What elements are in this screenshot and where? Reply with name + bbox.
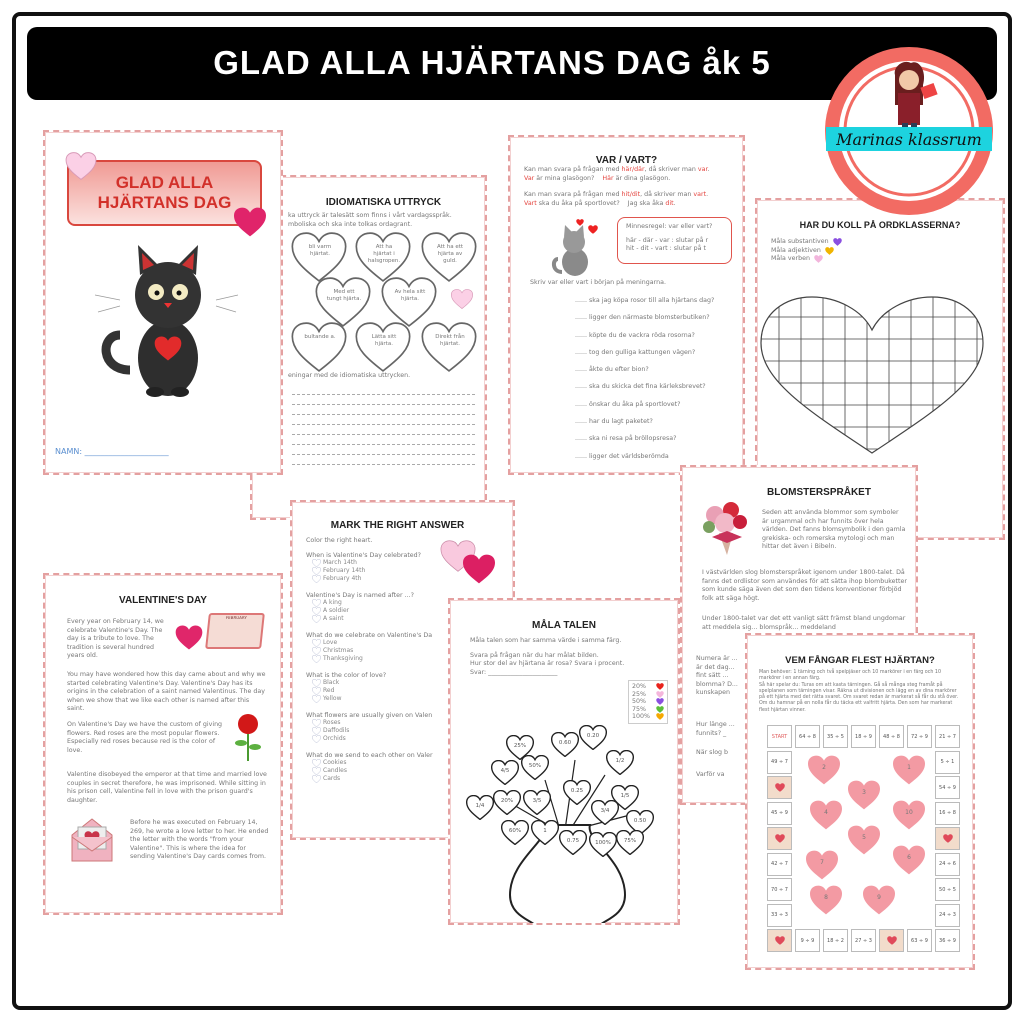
teddy-bear-cell [767, 776, 792, 799]
text-fragment: var [697, 166, 708, 173]
idiom-heart-text: Av hela sitt hjärta. [394, 289, 426, 302]
heart-value: 3/4 [600, 808, 610, 814]
sentence-list [575, 297, 714, 470]
sentence-item [575, 366, 714, 375]
heart-number: 6 [907, 854, 911, 861]
answer-blank[interactable]: ...... [575, 366, 590, 374]
board-cell: 64 ÷ 8 [795, 725, 820, 748]
legend-heart-icon [656, 691, 664, 698]
mark-intro: Color the right heart. [306, 537, 373, 544]
board-cell: 54 ÷ 9 [935, 776, 960, 799]
heart-value: 75% [623, 838, 637, 844]
board-cell: 72 ÷ 9 [907, 725, 932, 748]
writing-line[interactable] [292, 435, 475, 445]
number-heart[interactable] [617, 831, 644, 855]
board-cell: 16 ÷ 8 [935, 802, 960, 825]
text-fragment: Kan man svara på frågan med [524, 191, 622, 199]
idiom-heart [314, 277, 372, 327]
heart-checkbox-icon [312, 599, 321, 607]
magenta-heart-icon [233, 207, 267, 237]
idiom-heart-text: bultande a. [304, 334, 336, 340]
answer-blank[interactable]: ...... [575, 331, 590, 339]
color-legend [628, 680, 668, 724]
heart-checkbox-icon [312, 775, 321, 783]
heart-number: 1 [907, 764, 911, 771]
idiom-heart [420, 232, 478, 282]
page-var-vart [508, 135, 745, 475]
option-label: Love [323, 638, 338, 646]
writing-line[interactable] [292, 395, 475, 405]
option-label: Cookies [323, 758, 347, 766]
writing-line[interactable] [292, 405, 475, 415]
game-board [767, 725, 963, 955]
rule-title: Minnesregel: var eller vart? [626, 223, 713, 230]
legend-label: 25% [632, 690, 646, 698]
heart-checkbox-icon [312, 639, 321, 647]
option-label: Yellow [323, 694, 342, 702]
valentine-p1: Every year on February 14, we celebrate Valentine's Day. The day is a tribute to love. The tradition is several hundred years old. [67, 618, 164, 660]
writing-line[interactable] [292, 385, 475, 395]
blomster-title: BLOMSTERSPRÅKET [767, 487, 871, 498]
pink-heart-icon [450, 289, 474, 309]
heart-checkbox-icon [312, 759, 321, 767]
number-heart[interactable] [580, 726, 607, 750]
text-fragment: Kan man svara på frågan med [524, 166, 622, 173]
page-mala-talen [448, 598, 680, 925]
number-heart[interactable] [524, 791, 551, 815]
blomster-p2: I västvärlden slog blomsterspråket igenom under 1800-talet. Då fanns det ordlistor som användes för att sätta ihop blombuketter som kunde säga även det som den tidens konventioner förbjöd folk att säga högt. [702, 569, 907, 602]
varvart-title: VAR / VART? [595, 155, 658, 166]
idiom-intro: ka uttryck är talesätt som finns i vårt vardagsspråk. [288, 212, 452, 219]
valentine-p5: Before he was executed on February 14, 269, he wrote a love letter to her. He ended the letter with the words "from your Valentine". This is where the idea for sending Valentine's Day cards comes from. [130, 819, 269, 861]
board-heart[interactable] [809, 800, 843, 830]
teddy-bear-cell [767, 929, 792, 952]
teddy-bear-heart-icon [775, 834, 785, 843]
game-rules-play: Så här spelar du: Turas om att kasta tärningen. Gå så många steg framåt på spelplanen som tärningen visar. Räkna ut divisionen och lägg en av dina markörer på ett hjärta med det rätta svaret. Om svaret redan är markerat så får du stå över. Om du hamnar på en nolla får du täcka ett valfritt hjärta. Den som har markerat flest hjärtan vinner. [759, 682, 959, 713]
heart-number: 3 [862, 789, 866, 796]
board-cell: 36 ÷ 9 [935, 929, 960, 952]
board-heart[interactable] [847, 825, 881, 855]
sentence-text: ska du skicka det fina kärleksbrevet? [589, 383, 706, 391]
logo-text: Marinas klassrum [836, 130, 982, 149]
option-label: A saint [323, 614, 344, 622]
love-letter-icon [70, 815, 115, 865]
heart-number: 7 [820, 859, 824, 866]
question-text: What do we send to each other on Valer [306, 751, 433, 759]
board-cell: 18 ÷ 9 [851, 725, 876, 748]
text-fragment: Här [602, 174, 614, 182]
answer-blank[interactable]: ...... [575, 314, 590, 322]
blomster-p1: Seden att använda blommor som symboler är urgammal och har funnits över hela världen. Det fanns blomsymbolik i den gamla grekiska- och romerska mytologi och man hittar det även i Bibeln. [762, 509, 906, 551]
idiom-heart [290, 322, 348, 372]
idiom-heart [380, 277, 438, 327]
game-rules-need: Man behöver: 1 tärning och två spelpjäser och 10 markörer i en färg och 10 markörer i en annan färg. [759, 670, 942, 682]
option-label: Red [323, 686, 335, 694]
board-cell: 27 ÷ 3 [851, 929, 876, 952]
ordklass-label: Måla adjektiven [771, 246, 821, 254]
calendar-month: FEBRUARY [225, 615, 248, 620]
board-cell: 5 ÷ 1 [935, 751, 960, 774]
sentence-text: har du lagt paketet? [589, 417, 653, 425]
valentine-p3: On Valentine's Day we have the custom of giving flowers. Red roses are the most popular flowers. Especially red roses because red is the color of love. [67, 721, 223, 754]
number-heart[interactable] [552, 733, 579, 757]
heart-value: 100% [595, 840, 611, 846]
sentence-item [575, 435, 714, 444]
ordklass-item [771, 247, 1003, 256]
heart-value: 1/4 [475, 803, 485, 809]
board-heart[interactable] [809, 885, 843, 915]
legend-heart-icon [656, 706, 664, 713]
blomster-q1: Hur länge ... funnits? _ [696, 721, 735, 737]
option-label: Orchids [323, 734, 346, 742]
rule-line: hit - dit - vart : slutar på t [626, 245, 707, 253]
board-cell: 24 ÷ 6 [935, 853, 960, 876]
sentence-item [575, 349, 714, 358]
question-text: What is the color of love? [306, 671, 387, 679]
mala-question-1: Svara på frågan när du har målat bilden. [470, 651, 599, 659]
board-cell: 50 ÷ 5 [935, 878, 960, 901]
text-fragment: är dina glasögon. [613, 174, 671, 182]
varvart-explanation [524, 166, 733, 208]
text-fragment: Var [524, 174, 535, 182]
number-heart[interactable] [492, 761, 519, 785]
board-cell: 35 ÷ 5 [823, 725, 848, 748]
legend-label: 100% [632, 713, 651, 720]
option-label: Christmas [323, 646, 354, 654]
sentence-text: ligger den närmaste blomsterbutiken? [589, 314, 710, 322]
text-fragment: Kan man svara på frågan med hit/dit, då skriver man vart. [524, 191, 709, 199]
pink-heart-icon [65, 152, 97, 180]
name-field[interactable] [55, 447, 169, 456]
text-fragment: dit [665, 199, 674, 207]
blomster-p4: Numera är ... är det dag... fint sätt ... blomma? D... kunskapen [696, 655, 738, 697]
idiom-heart-text: bli varm hjärtat. [308, 244, 332, 257]
number-heart[interactable] [522, 756, 549, 780]
board-cell: 33 ÷ 3 [767, 904, 792, 927]
heart-checkbox-icon [312, 559, 321, 567]
writing-line[interactable] [292, 425, 475, 435]
teddy-bear-heart-icon [775, 936, 785, 945]
writing-line[interactable] [292, 455, 475, 465]
board-cell: 63 ÷ 9 [907, 929, 932, 952]
page-idiomatiska [250, 175, 487, 520]
answer-blank[interactable]: ...... [575, 452, 590, 460]
number-heart[interactable] [607, 751, 634, 775]
sentence-item [575, 332, 714, 341]
vase-of-hearts [465, 720, 670, 925]
answer-blank[interactable]: ...... [575, 435, 590, 443]
text-fragment: ska du åka på sportlovet? [536, 199, 620, 207]
question-text: When is Valentine's Day celebrated? [306, 551, 422, 559]
legend-item [632, 691, 664, 699]
board-cell: 48 ÷ 8 [879, 725, 904, 748]
heart-icon [175, 625, 203, 650]
sentence-text: köpte du de vackra röda rosorna? [589, 331, 695, 339]
legend-item [632, 698, 664, 706]
option-label: Daffodils [323, 726, 350, 734]
heart-checkbox-icon [312, 575, 321, 583]
option-label: Thanksgiving [323, 654, 363, 662]
option-label: A soldier [323, 606, 350, 614]
gray-kitten-illustration [550, 217, 600, 277]
board-cell: 9 ÷ 9 [795, 929, 820, 952]
sentence-text: ska jag köpa rosor till alla hjärtans dag? [589, 297, 715, 304]
writing-line[interactable] [292, 445, 475, 455]
option-label: Candles [323, 766, 347, 774]
option-label: A king [323, 598, 342, 606]
heart-outline-icon [290, 322, 348, 372]
legend-heart-icon [656, 698, 664, 705]
heart-value: 50% [528, 763, 542, 769]
sentence-text: ska ni resa på bröllopsresa? [589, 435, 677, 443]
answer-blank[interactable]: ...... [575, 383, 590, 391]
answer-blank[interactable]: ...... [575, 348, 590, 356]
heart-checkbox-icon [312, 679, 321, 687]
writing-line[interactable] [292, 415, 475, 425]
ordklass-title: HAR DU KOLL PÅ ORDKLASSERNA? [799, 220, 961, 230]
heart-value: 1/5 [620, 793, 630, 799]
heart-value: 3/5 [532, 798, 542, 804]
ordklass-item [771, 255, 1003, 264]
idiom-heart-text: Att ha hjärtat i halsgropen. [367, 244, 401, 264]
text-fragment: är mina glasögon? [534, 174, 595, 182]
text-fragment [524, 175, 733, 184]
number-heart[interactable] [502, 821, 529, 845]
heart-value: 60% [508, 828, 522, 834]
sentence-item [575, 314, 714, 323]
cover-title-line2: HJÄRTANS DAG [97, 193, 232, 212]
page-vem-fangar-flest-hjartan [745, 633, 975, 970]
color-heart-icon [814, 255, 823, 263]
legend-item [632, 706, 664, 714]
idiom-intro-2: mboliska och ska inte tolkas ordagrant. [288, 220, 413, 228]
sentence-item [575, 383, 714, 392]
legend-label: 75% [632, 705, 646, 713]
board-cell: 18 ÷ 2 [823, 929, 848, 952]
board-cell: 49 ÷ 7 [767, 751, 792, 774]
idiom-heart-text: Att ha ett hjärta av guld. [436, 244, 464, 264]
text-fragment: Jag ska åka [627, 199, 666, 207]
idiom-heart [354, 322, 412, 372]
teddy-bear-cell [767, 827, 792, 850]
legend-label: 50% [632, 698, 646, 705]
board-heart[interactable] [847, 780, 881, 810]
valentine-p2: You may have wondered how this day came about and why we started celebrating Valentine's Day. Valentine's Day has its origins in the celebration of a saint named Valentinus. The day when we show that we like each other is named after this saint. [67, 671, 266, 713]
blomster-q3: Varför va [696, 771, 725, 778]
question-text: What do we celebrate on Valentine's Da [306, 631, 433, 639]
heart-checkbox-icon [312, 615, 321, 623]
sentence-item [575, 418, 714, 427]
text-fragment: Vart [524, 199, 537, 207]
heart-value: 1 [543, 828, 547, 834]
board-cell: 42 ÷ 7 [767, 853, 792, 876]
answer-blank[interactable]: ...... [575, 417, 590, 425]
heart-value: 0.25 [570, 788, 584, 794]
color-heart-icon [825, 247, 834, 255]
text-fragment: här/där [621, 166, 645, 173]
text-fragment: , då skriver man [644, 166, 698, 173]
mala-answer-line[interactable]: Svar: ______________________ [470, 668, 558, 676]
cover-title-line1: GLAD ALLA [115, 173, 214, 192]
question-text: What flowers are usually given on Valen [306, 711, 433, 719]
heart-value: 0.60 [558, 740, 572, 746]
idiom-heart-text: Direkt från hjärtat. [435, 334, 465, 347]
varvart-task: Skriv var eller vart i början på meningarna. [530, 279, 666, 286]
calendar-icon [205, 613, 265, 649]
sentence-item [575, 401, 714, 410]
memory-rule-box [617, 217, 732, 264]
idiom-heart [290, 232, 348, 282]
heart-number: 10 [905, 809, 913, 816]
heart-checkbox-icon [312, 719, 321, 727]
text-fragment: Vart ska du åka på sportlovet? Jag ska åka dit. [524, 199, 676, 207]
writing-lines [282, 385, 485, 465]
two-hearts-icon [440, 540, 500, 585]
sentence-item [575, 297, 714, 306]
ordklass-instructions [771, 238, 1003, 264]
teddy-bear-cell [935, 827, 960, 850]
bouquet-illustration [697, 497, 752, 557]
teddy-bear-heart-icon [887, 936, 897, 945]
valentine-p4: Valentine disobeyed the emperor at that time and married love couples in secret therefore, he was imprisoned. While sitting in his prison cell, Valentine fell in love with the prison guard's daughter. [67, 771, 267, 804]
board-heart[interactable] [805, 850, 839, 880]
text-fragment: Kan man svara på frågan med här/där, då skriver man var. [524, 166, 710, 173]
teddy-bear-heart-icon [775, 783, 785, 792]
idiom-title: IDIOMATISKA UTTRYCK [325, 197, 442, 208]
heart-value: 0.50 [633, 818, 647, 824]
board-heart[interactable] [862, 885, 896, 915]
rule-line: här - där - var : slutar på r [626, 236, 709, 244]
legend-label: 20% [632, 683, 646, 690]
idiom-task: eningar med de idiomatiska uttrycken. [288, 372, 411, 379]
heart-number: 4 [824, 809, 828, 816]
heart-value: 0.75 [566, 838, 580, 844]
idiom-heart-text: Lätta sitt hjärta. [371, 334, 397, 347]
heart-checkbox-icon [312, 695, 321, 703]
question-text: Valentine's Day is named after ...? [306, 591, 414, 599]
idiom-heart-text: Med ett tungt hjärta. [326, 289, 362, 302]
blomster-p3: Under 1800-talet var det ett vanligt sätt främst bland ungdomar att meddela sig... blomspråk... meddeland [702, 615, 906, 631]
teddy-bear-heart-icon [943, 834, 953, 843]
heart-value: 25% [513, 743, 527, 749]
number-heart[interactable] [494, 791, 521, 815]
number-heart[interactable] [564, 781, 591, 805]
board-heart[interactable] [892, 845, 926, 875]
board-cell: 21 ÷ 7 [935, 725, 960, 748]
option-label: February 14th [323, 566, 366, 574]
mala-question-2: Hur stor del av hjärtana är rosa? Svara i procent. [470, 660, 625, 668]
page-cover [43, 130, 283, 475]
rose-icon [233, 713, 263, 763]
board-heart[interactable] [892, 755, 926, 785]
heart-number: 5 [862, 834, 866, 841]
heart-checkbox-icon [312, 567, 321, 575]
ordklass-label: Måla substantiven [771, 238, 829, 245]
heart-number: 2 [822, 764, 826, 771]
mark-title: MARK THE RIGHT ANSWER [330, 520, 465, 531]
text-fragment: , då skriver man [640, 191, 694, 199]
heart-value: 1/2 [615, 758, 625, 764]
marinas-klassrum-logo [823, 45, 995, 217]
name-label: NAMN: [55, 447, 83, 456]
text-fragment: hit/dit [621, 191, 641, 199]
sentence-text: åkte du efter bion? [589, 366, 649, 374]
heart-checkbox-icon [312, 735, 321, 743]
heart-value: 20% [500, 798, 514, 804]
blomster-q2: När slog b [696, 749, 729, 756]
heart-value: 0.20 [586, 733, 600, 739]
number-heart[interactable] [592, 801, 619, 825]
heart-checkbox-icon [312, 767, 321, 775]
option-label: Cards [323, 774, 341, 782]
board-cell: 24 ÷ 3 [935, 904, 960, 927]
heart-checkbox-icon [312, 687, 321, 695]
game-title: VEM FÅNGAR FLEST HJÄRTAN? [785, 655, 935, 666]
option-label: March 14th [323, 558, 357, 566]
mala-title: MÅLA TALEN [532, 620, 596, 631]
name-blank: _____________________ [84, 447, 169, 456]
valentine-title: VALENTINE'S DAY [119, 595, 207, 606]
sentence-text: önskar du åka på sportlovet? [589, 400, 681, 408]
heart-checkbox-icon [312, 607, 321, 615]
answer-blank[interactable]: ...... [575, 400, 590, 408]
option-label: February 4th [323, 574, 362, 582]
legend-heart-icon [656, 683, 664, 690]
option-label: Black [323, 678, 340, 686]
legend-item [632, 683, 664, 691]
idiom-heart [420, 322, 478, 372]
heart-checkbox-icon [312, 647, 321, 655]
heart-checkbox-icon [312, 655, 321, 663]
board-heart[interactable] [807, 755, 841, 785]
ordklass-label: Måla verben [771, 255, 810, 263]
idiom-heart [354, 232, 412, 282]
sentence-text: ligger det världsberömda [589, 452, 669, 460]
text-fragment: vart [693, 191, 707, 199]
board-heart[interactable] [892, 800, 926, 830]
sentence-text: tog den gulliga kattungen vägen? [589, 348, 696, 356]
number-heart[interactable] [467, 796, 494, 820]
page-title: GLAD ALLA HJÄRTANS DAG åk 5 [213, 44, 771, 81]
mala-instruction: Måla talen som har samma värde i samma färg. [470, 637, 622, 644]
board-cell: 70 ÷ 7 [767, 878, 792, 901]
sentence-item [575, 453, 714, 462]
color-heart-icon [833, 238, 842, 246]
option-label: Roses [323, 718, 341, 726]
black-cat-illustration [90, 240, 240, 400]
board-cell: 45 ÷ 9 [767, 802, 792, 825]
page-valentines-day [43, 573, 283, 915]
heart-checkbox-icon [312, 727, 321, 735]
answer-blank[interactable]: ...... [575, 297, 590, 304]
puzzle-heart [757, 295, 987, 455]
start-cell: START [767, 725, 792, 748]
heart-value: 4/5 [500, 768, 510, 774]
heart-number: 9 [877, 894, 881, 901]
ordklass-item [771, 238, 1003, 247]
teddy-bear-cell [879, 929, 904, 952]
heart-number: 8 [824, 894, 828, 901]
